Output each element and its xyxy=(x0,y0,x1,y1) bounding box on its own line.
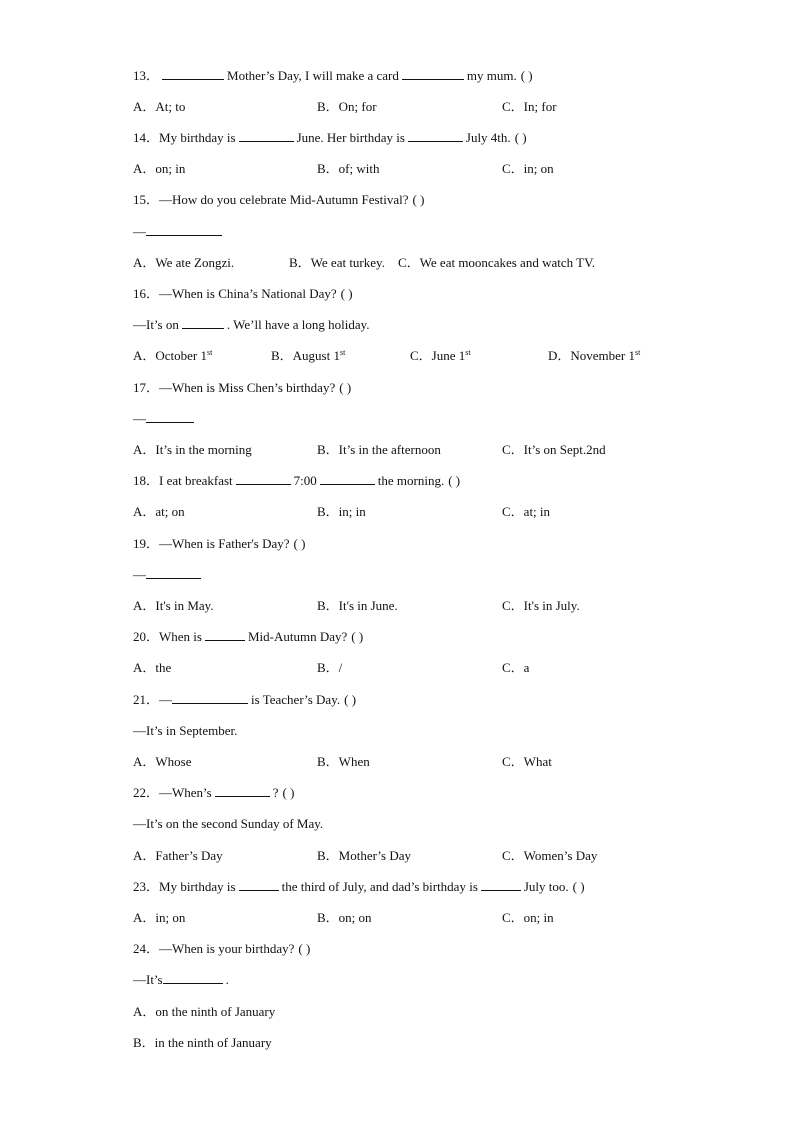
option-b[interactable]: B．in; in xyxy=(317,504,366,519)
question-23: 23．My birthday is the third of July, and dad’s birthday is July too. ( ) xyxy=(133,877,585,897)
answer-blank[interactable] xyxy=(146,565,201,579)
reply-line: — xyxy=(133,409,197,429)
answer-paren[interactable]: ( ) xyxy=(298,941,311,956)
question-20: 20．When is Mid-Autumn Day? ( ) xyxy=(133,627,363,647)
answer-paren[interactable]: ( ) xyxy=(448,473,461,488)
reply-line: —It’s . xyxy=(133,972,229,987)
option-a[interactable]: A．October 1st xyxy=(133,348,213,363)
option-a[interactable]: A．Father’s Day xyxy=(133,848,223,863)
question-number: 13． xyxy=(133,68,160,83)
question-number: 19． xyxy=(133,536,160,551)
option-a[interactable]: A．It’s in the morning xyxy=(133,442,252,457)
question-number: 22． xyxy=(133,785,160,800)
answer-blank[interactable] xyxy=(402,66,464,80)
answer-paren[interactable]: ( ) xyxy=(572,879,585,894)
question-24: 24．—When is your birthday? ( ) xyxy=(133,939,310,959)
reply-line: — xyxy=(133,222,225,242)
option-b[interactable]: B．on; on xyxy=(317,910,372,925)
option-d[interactable]: D．November 1st xyxy=(548,348,641,363)
option-c[interactable]: C．It’s on Sept.2nd xyxy=(502,442,606,457)
option-a[interactable]: A．in; on xyxy=(133,910,186,925)
answer-paren[interactable]: ( ) xyxy=(412,192,425,207)
answer-paren[interactable]: ( ) xyxy=(520,68,533,83)
question-18: 18．I eat breakfast 7:00 the morning. ( ) xyxy=(133,471,460,491)
option-c[interactable]: C．It's in July. xyxy=(502,598,580,613)
answer-blank[interactable] xyxy=(146,409,194,423)
question-number: 16． xyxy=(133,286,160,301)
option-b[interactable]: B．of; with xyxy=(317,161,380,176)
option-a[interactable]: A．We ate Zongzi. xyxy=(133,255,235,270)
question-19: 19．—When is Father's Day? ( ) xyxy=(133,534,305,554)
answer-blank[interactable] xyxy=(172,690,248,704)
option-b[interactable]: B．On; for xyxy=(317,99,377,114)
reply-line: — xyxy=(133,565,204,585)
question-number: 14． xyxy=(133,130,160,145)
question-14: 14．My birthday is June. Her birthday is July 4th. ( ) xyxy=(133,128,527,148)
question-number: 15． xyxy=(133,192,160,207)
question-number: 23． xyxy=(133,879,160,894)
answer-blank[interactable] xyxy=(146,222,222,236)
question-number: 24． xyxy=(133,941,160,956)
option-c[interactable]: C．What xyxy=(502,754,552,769)
answer-blank[interactable] xyxy=(239,128,294,142)
question-number: 18． xyxy=(133,473,160,488)
answer-blank[interactable] xyxy=(163,970,223,984)
question-number: 20． xyxy=(133,629,160,644)
answer-blank[interactable] xyxy=(205,627,245,641)
question-16: 16．—When is China’s National Day? ( ) xyxy=(133,284,353,304)
reply-line: —It’s in September. xyxy=(133,723,238,738)
reply-line: —It’s on . We’ll have a long holiday. xyxy=(133,317,370,332)
answer-blank[interactable] xyxy=(215,783,270,797)
option-b[interactable]: B．August 1st xyxy=(271,348,346,363)
option-b[interactable]: B．in the ninth of January xyxy=(133,1035,272,1050)
question-13: 13． Mother’s Day, I will make a card my mum. ( ) xyxy=(133,66,533,86)
answer-paren[interactable]: ( ) xyxy=(514,130,527,145)
answer-blank[interactable] xyxy=(182,315,224,329)
answer-paren[interactable]: ( ) xyxy=(351,629,364,644)
option-b[interactable]: B．We eat turkey. xyxy=(289,255,385,270)
option-c[interactable]: C．Women’s Day xyxy=(502,848,598,863)
question-number: 21． xyxy=(133,692,160,707)
option-a[interactable]: A．at; on xyxy=(133,504,185,519)
answer-paren[interactable]: ( ) xyxy=(340,286,353,301)
option-b[interactable]: B．Mother’s Day xyxy=(317,848,412,863)
option-a[interactable]: A．on; in xyxy=(133,161,186,176)
question-21: 21．— is Teacher’s Day. ( ) xyxy=(133,690,356,710)
answer-blank[interactable] xyxy=(408,128,463,142)
question-number: 17． xyxy=(133,380,160,395)
question-15: 15．—How do you celebrate Mid-Autumn Festival? ( ) xyxy=(133,190,424,210)
answer-blank[interactable] xyxy=(239,877,279,891)
answer-blank[interactable] xyxy=(481,877,521,891)
option-a[interactable]: A．It's in May. xyxy=(133,598,214,613)
answer-paren[interactable]: ( ) xyxy=(339,380,352,395)
option-a[interactable]: A．Whose xyxy=(133,754,192,769)
answer-blank[interactable] xyxy=(236,471,291,485)
reply-line: —It’s on the second Sunday of May. xyxy=(133,816,324,831)
option-c[interactable]: C．a xyxy=(502,660,530,675)
option-c[interactable]: C．June 1st xyxy=(410,348,471,363)
option-b[interactable]: B．When xyxy=(317,754,370,769)
option-c[interactable]: C．in; on xyxy=(502,161,554,176)
question-22: 22．—When’s ? ( ) xyxy=(133,783,294,803)
option-a[interactable]: A．on the ninth of January xyxy=(133,1004,276,1019)
answer-paren[interactable]: ( ) xyxy=(344,692,357,707)
answer-paren[interactable]: ( ) xyxy=(282,785,295,800)
question-17: 17．—When is Miss Chen’s birthday? ( ) xyxy=(133,378,351,398)
option-a[interactable]: A．the xyxy=(133,660,172,675)
option-b[interactable]: B．/ xyxy=(317,660,343,675)
option-b[interactable]: B．It's in June. xyxy=(317,598,398,613)
option-c[interactable]: C．at; in xyxy=(502,504,551,519)
answer-blank[interactable] xyxy=(320,471,375,485)
option-c[interactable]: C．In; for xyxy=(502,99,557,114)
option-c[interactable]: C．on; in xyxy=(502,910,554,925)
option-c[interactable]: C．We eat mooncakes and watch TV. xyxy=(398,255,596,270)
answer-paren[interactable]: ( ) xyxy=(293,536,306,551)
option-b[interactable]: B．It’s in the afternoon xyxy=(317,442,441,457)
answer-blank[interactable] xyxy=(162,66,224,80)
option-a[interactable]: A．At; to xyxy=(133,99,186,114)
